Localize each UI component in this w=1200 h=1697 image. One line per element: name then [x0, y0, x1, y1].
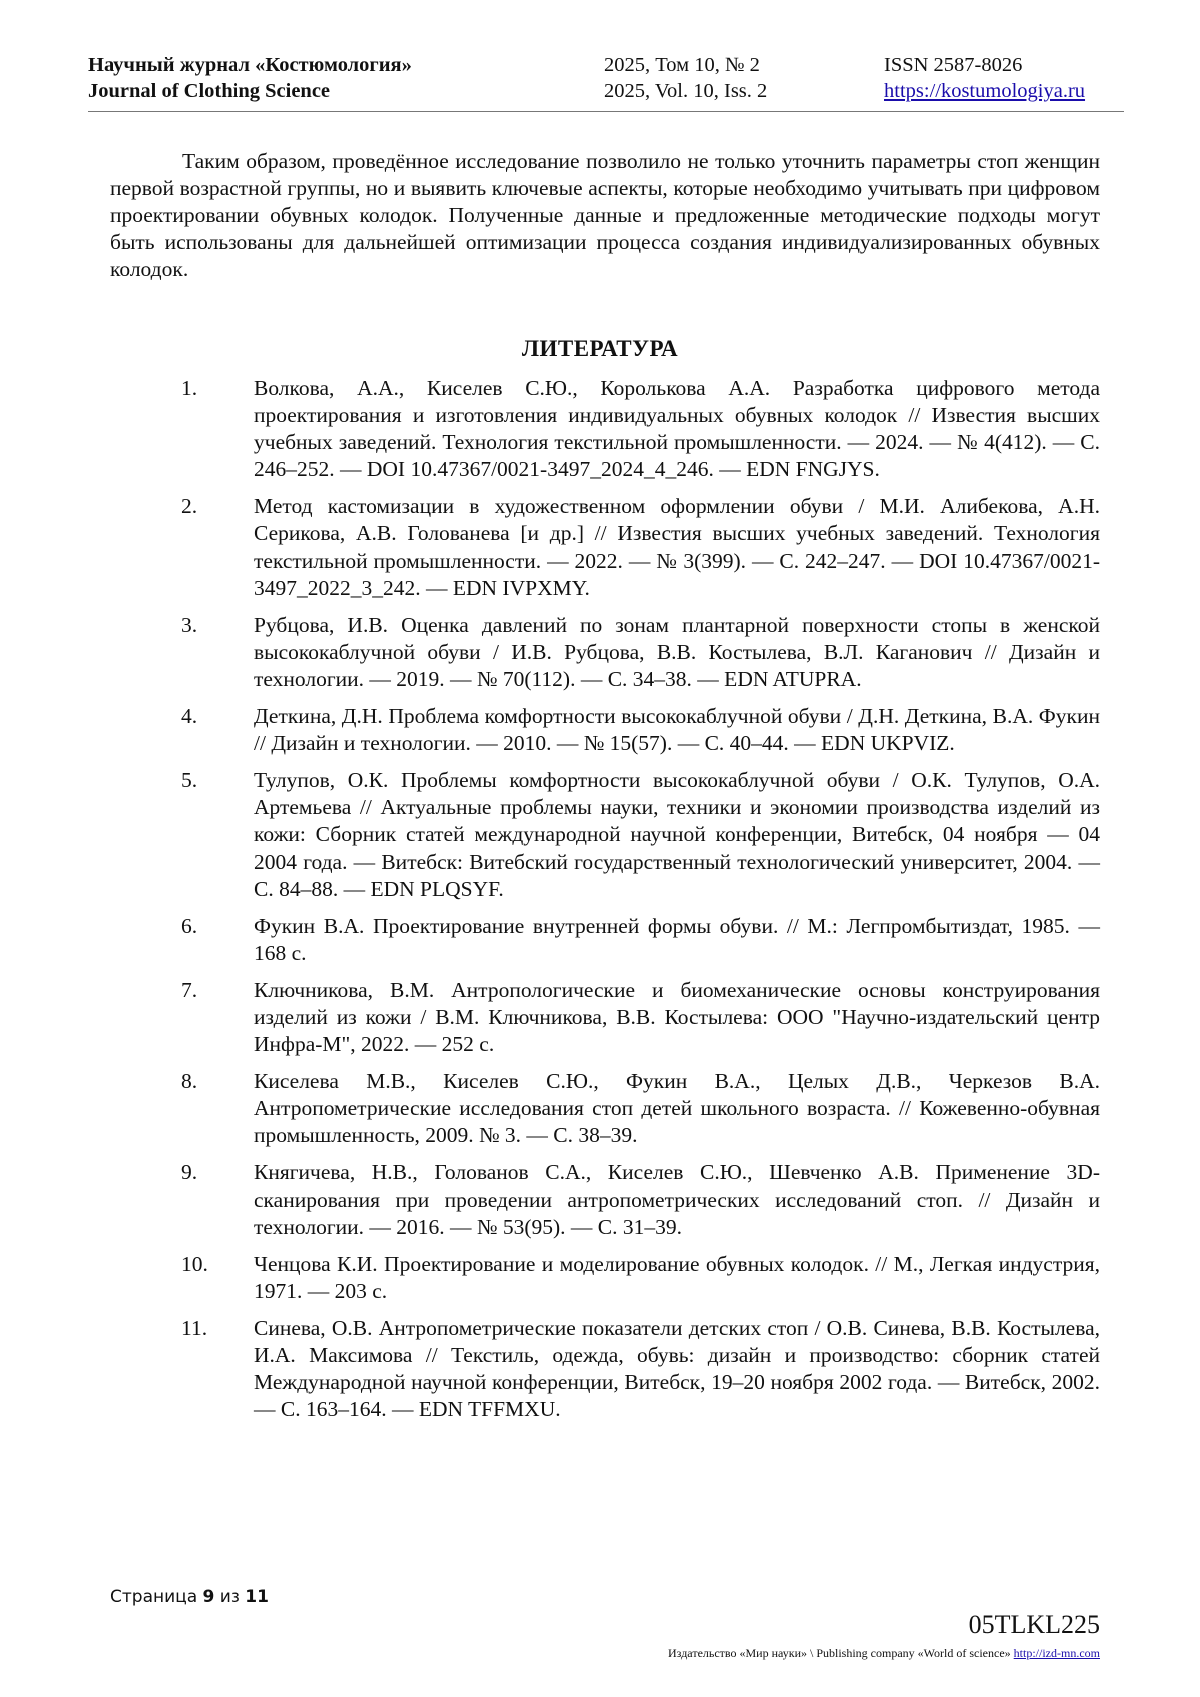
reference-text: Рубцова, И.В. Оценка давлений по зонам плантарной поверхности стопы в женской высококаблучной обуви / И.В. Рубцова, В.В. Костылева, В.Л. Каганович // Дизайн и технологии. — 2019. — № 70(112). — С. 34–38. — EDN ATUPRA. [254, 612, 1100, 691]
publisher-line [668, 1646, 1100, 1661]
reference-text: Фукин В.А. Проектирование внутренней формы обуви. // М.: Легпромбытиздат, 1985. — 168 с. [254, 913, 1100, 965]
reference-text: Тулупов, О.К. Проблемы комфортности высококаблучной обуви / О.К. Тулупов, О.А. Артемьева // Актуальные проблемы науки, техники и экономии производства изделий из кожи: Сборник статей международной научной конференции, Витебск, 04 ноября — 04 2004 года. — Витебск: Витебский государственный технологический университет, 2004. — С. 84–88. — EDN PLQSYF. [254, 768, 1100, 901]
reference-text: Волкова, А.А., Киселев С.Ю., Королькова А.А. Разработка цифрового метода проектирования и изготовления индивидуальных обувных колодок // Известия высших учебных заведений. Технология текстильной промышленности. — 2024. — № 4(412). — С. 246–252. — DOI 10.47367/0021-3497_2024_4_246. — EDN FNGJYS. [254, 376, 1100, 482]
reference-number: 10. [181, 1251, 208, 1276]
reference-number: 3. [181, 612, 198, 637]
issn: ISSN 2587-8026 [884, 54, 1023, 76]
page-counter [110, 1587, 269, 1607]
reference-item [110, 1315, 1100, 1423]
reference-item [110, 767, 1100, 902]
reference-item [110, 703, 1100, 757]
reference-text: Княгичева, Н.В., Голованов С.А., Киселев С.Ю., Шевченко А.В. Применение 3D-сканирования при проведении антропометрических исследований стоп. // Дизайн и технологии. — 2016. — № 53(95). — С. 31–39. [254, 1160, 1100, 1239]
issn-block [884, 52, 1085, 104]
reference-text: Деткина, Д.Н. Проблема комфортности высококаблучной обуви / Д.Н. Деткина, В.А. Фукин // Дизайн и технологии. — 2010. — № 15(57). — С. 40–44. — EDN UKPVIZ. [254, 704, 1100, 756]
journal-name-ru: Научный журнал «Костюмология» [88, 54, 412, 76]
page-word: Страница [110, 1587, 198, 1607]
page-total: 11 [245, 1587, 269, 1607]
conclusion-paragraph: Таким образом, проведённое исследование позволило не только уточнить параметры стоп женщин первой возрастной группы, но и выявить ключевые аспекты, которые необходимо учитывать при цифровом проектировании обувных колодок. Полученные данные и предложенные методические подходы могут быть использованы для дальнейшей оптимизации процесса создания индивидуализированных обувных колодок. [110, 149, 1100, 281]
article-code: 05TLKL225 [968, 1610, 1100, 1639]
reference-text: Ченцова К.И. Проектирование и моделирование обувных колодок. // М., Легкая индустрия, 1971. — 203 с. [254, 1251, 1100, 1303]
issue-en: 2025, Vol. 10, Iss. 2 [604, 80, 768, 102]
reference-number: 11. [181, 1315, 208, 1340]
reference-number: 4. [181, 704, 198, 729]
reference-number: 9. [181, 1160, 198, 1185]
journal-name-block [88, 52, 412, 104]
reference-number: 7. [181, 977, 198, 1002]
references-title: ЛИТЕРАТУРА [521, 336, 679, 361]
reference-item [110, 913, 1100, 967]
header-divider [88, 111, 1124, 112]
publisher-text: Издательство «Мир науки» \ Publishing company «World of science» [668, 1646, 1011, 1660]
reference-number: 2. [181, 494, 198, 519]
page-of: из [219, 1587, 240, 1607]
reference-item [110, 375, 1100, 483]
reference-text: Метод кастомизации в художественном оформлении обуви / М.И. Алибекова, А.Н. Серикова, А.В. Голованева [и др.] // Известия высших учебных заведений. Технология текстильной промышленности. — 2022. — № 3(399). — С. 242–247. — DOI 10.47367/0021-3497_2022_3_242. — EDN IVPXMY. [254, 494, 1100, 600]
reference-item [110, 977, 1100, 1058]
reference-item [110, 1159, 1100, 1240]
reference-number: 8. [181, 1069, 198, 1094]
journal-name-en: Journal of Clothing Science [88, 80, 331, 102]
reference-item [110, 1068, 1100, 1149]
reference-text: Киселева М.В., Киселев С.Ю., Фукин В.А., Целых Д.В., Черкезов В.А. Антропометрические исследования стоп детей школьного возраста. // Кожевенно-обувная промышленность, 2009. № 3. — С. 38–39. [254, 1069, 1100, 1148]
issue-block [604, 52, 767, 104]
reference-number: 5. [181, 768, 198, 793]
page-current: 9 [202, 1587, 215, 1607]
reference-item [110, 612, 1100, 693]
reference-item [110, 1251, 1100, 1305]
issue-ru: 2025, Том 10, № 2 [604, 54, 760, 76]
reference-item [110, 493, 1100, 601]
reference-text: Ключникова, В.М. Антропологические и биомеханические основы конструирования изделий из кожи / В.М. Ключникова, В.В. Костылева: ООО "Научно-издательский центр Инфра-М", 2022. — 252 с. [254, 977, 1100, 1057]
reference-text: Синева, О.В. Антропометрические показатели детских стоп / О.В. Синева, В.В. Костылева, И.А. Максимова // Текстиль, одежда, обувь: дизайн и производство: сборник статей Международной научной конференции, Витебск, 19–20 ноября 2002 года. — Витебск, 2002. — С. 163–164. — EDN TFFMXU. [254, 1315, 1100, 1422]
journal-site-link[interactable]: https://kostumologiya.ru [884, 80, 1086, 102]
references-list [110, 375, 1100, 1433]
reference-number: 6. [181, 913, 198, 938]
reference-number: 1. [181, 376, 198, 400]
publisher-link[interactable]: http://izd-mn.com [1013, 1646, 1100, 1660]
